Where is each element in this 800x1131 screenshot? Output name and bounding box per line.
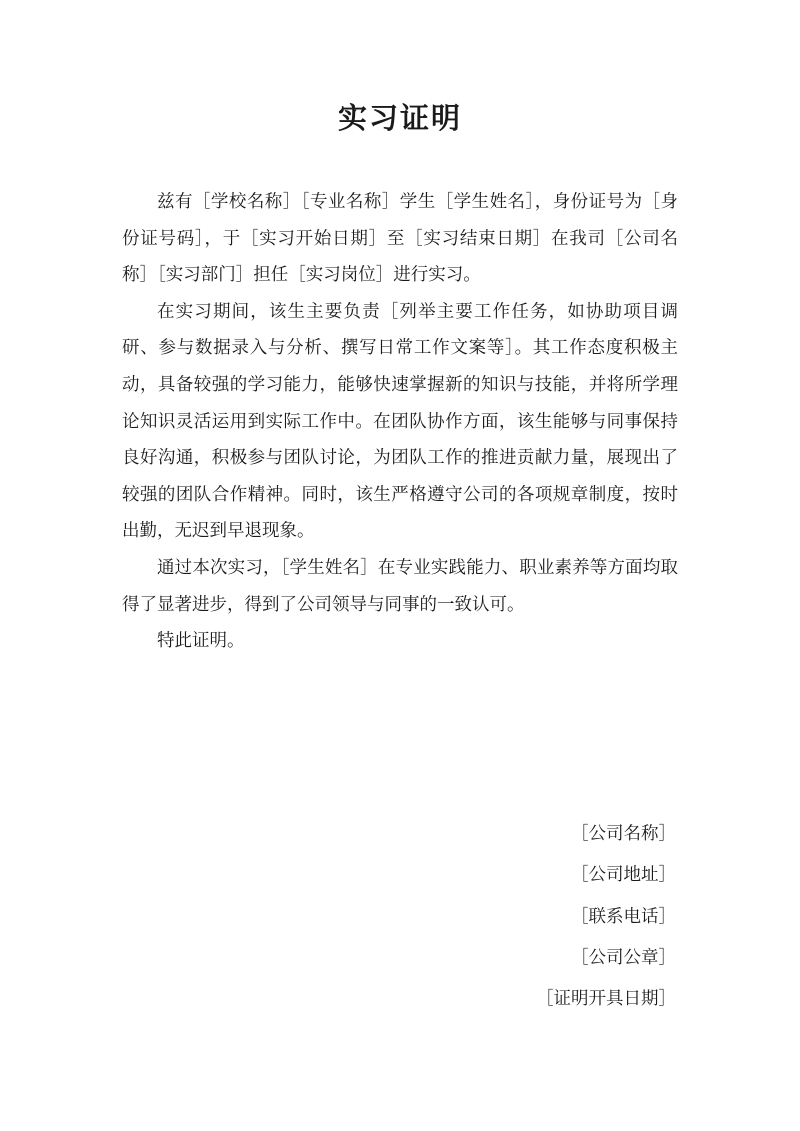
company-name: ［公司名称］: [571, 824, 676, 844]
issue-date: ［证明开具日期］: [536, 989, 676, 1010]
signature-block: [536, 814, 676, 1020]
document-title: 实习证明: [337, 101, 462, 135]
company-address: ［公司地址］: [571, 865, 676, 886]
paragraph-closing: 特此证明。: [157, 631, 245, 652]
contact-phone: ［联系电话］: [571, 906, 676, 927]
paragraph-duties: 在实习期间，该生主要负责［列举主要工作任务，如协助项目调研、参与数据录入与分析、撰写日常工作文案等］。其工作态度积极主动，具备较强的学习能力，能够快速掌握新的知识与技能，并将所学理论知识灵活运用到实际工作中。在团队协作方面，该生能够与同事保持良好沟通，积极参与团队讨论，为团队工作的推进贡献力量，展现出了较强的团队合作精神。同时，该生严格遵守公司的各项规章制度，按时出勤，无迟到早退现象。: [122, 301, 678, 542]
paragraph-intro: 兹有［学校名称］［专业名称］学生［学生姓名］，身份证号为［身份证号码］，于［实习开始日期］至［实习结束日期］在我司［公司名称］［实习部门］担任［实习岗位］进行实习。: [122, 192, 678, 286]
paragraph-conclusion: 通过本次实习，［学生姓名］在专业实践能力、职业素养等方面均取得了显著进步，得到了公司领导与同事的一致认可。: [122, 557, 678, 615]
company-seal: ［公司公章］: [571, 947, 676, 968]
document-body: [122, 184, 678, 660]
